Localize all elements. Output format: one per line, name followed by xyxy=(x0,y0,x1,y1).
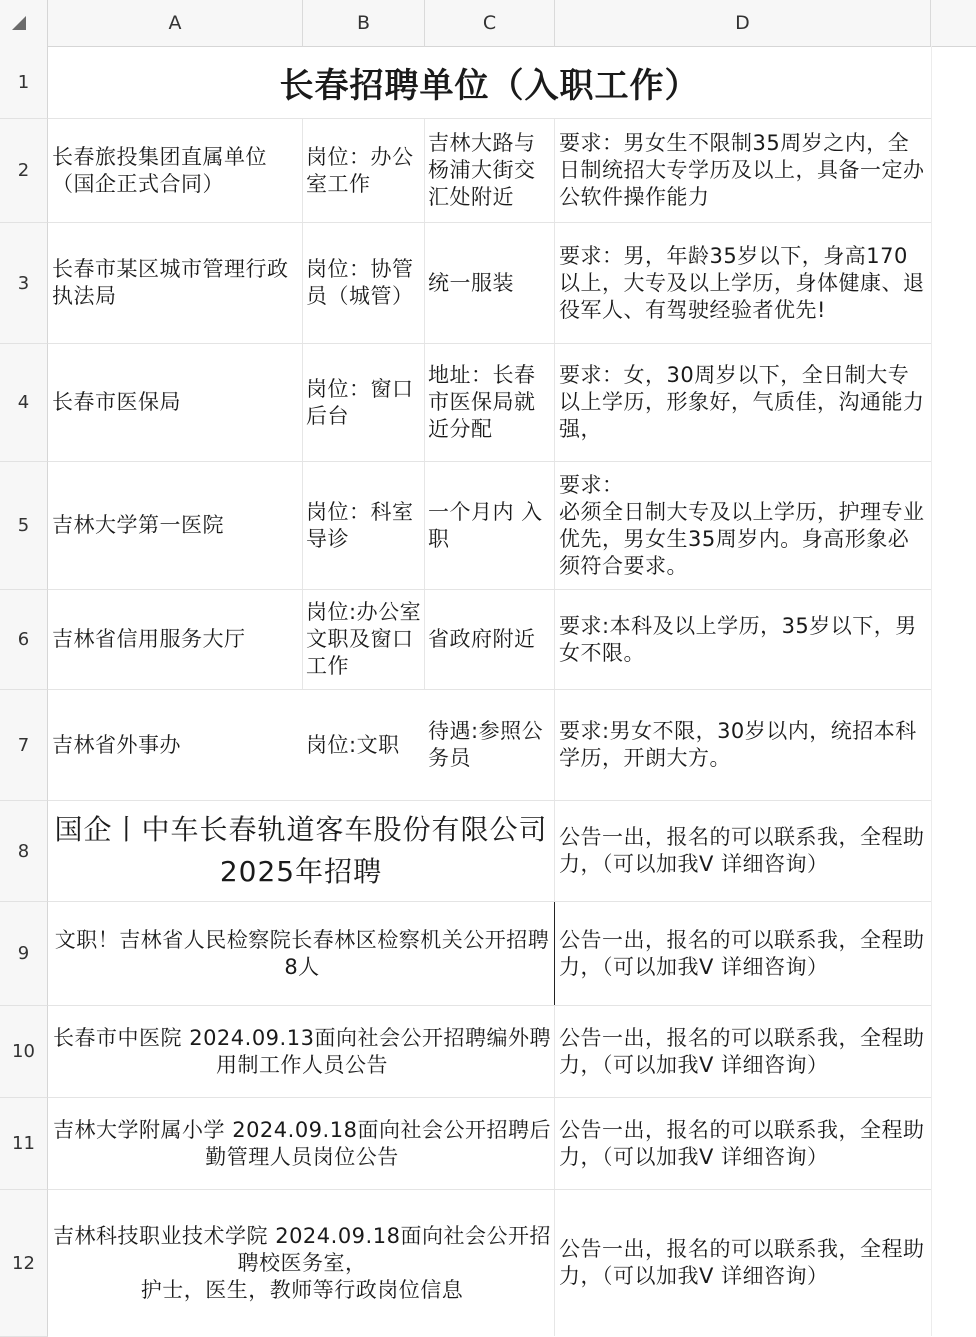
cell-unit[interactable]: 吉林省外事办 xyxy=(52,732,181,757)
row-header[interactable]: 10 xyxy=(0,1006,48,1098)
cell-position[interactable]: 岗位:文职 xyxy=(306,732,400,757)
cell-position[interactable]: 岗位:办公室文职及窗口工作 xyxy=(306,600,422,678)
row-header[interactable]: 12 xyxy=(0,1190,48,1337)
cell-position[interactable]: 岗位：科室导诊 xyxy=(306,499,414,551)
cell-requirement[interactable]: 要求:男女不限，30岁以内，统招本科学历，开朗大方。 xyxy=(559,719,917,770)
select-all-corner[interactable] xyxy=(0,0,48,47)
cell-border xyxy=(554,902,555,1005)
notice-note[interactable]: 公告一出，报名的可以联系我，全程助力，（可以加我V 详细咨询） xyxy=(559,825,925,876)
cell-unit[interactable]: 长春旅投集团直属单位（国企正式合同） xyxy=(52,144,267,196)
row-header[interactable]: 4 xyxy=(0,344,48,462)
row-header[interactable]: 11 xyxy=(0,1098,48,1190)
gridline xyxy=(302,119,303,690)
cell-location[interactable]: 省政府附近 xyxy=(428,627,536,651)
notice-title[interactable]: 文职！吉林省人民检察院长春林区检察机关公开招聘8人 xyxy=(54,927,550,979)
cell-unit[interactable]: 吉林省信用服务大厅 xyxy=(52,627,246,651)
notice-note[interactable]: 公告一出，报名的可以联系我，全程助力，（可以加我V 详细咨询） xyxy=(559,1117,925,1169)
row-header[interactable]: 9 xyxy=(0,902,48,1006)
row-header[interactable]: 3 xyxy=(0,223,48,344)
cell-unit[interactable]: 长春市医保局 xyxy=(52,390,181,414)
notice-title[interactable]: 吉林科技职业技术学院 2024.09.18面向社会公开招聘校医务室， 护士，医生，教师等行政岗位信息 xyxy=(53,1223,551,1302)
cell-location[interactable]: 待遇:参照公务员 xyxy=(428,719,544,770)
cell-requirement[interactable]: 要求：女，30周岁以下，全日制大专以上学历，形象好，气质佳，沟通能力强， xyxy=(559,363,925,441)
empty-column xyxy=(931,46,976,1336)
notice-title[interactable]: 吉林大学附属小学 2024.09.18面向社会公开招聘后勤管理人员岗位公告 xyxy=(53,1117,551,1169)
notice-note[interactable]: 公告一出，报名的可以联系我，全程助力，（可以加我V 详细咨询） xyxy=(559,927,925,979)
notice-title[interactable]: 国企丨中车长春轨道客车股份有限公司2025年招聘 xyxy=(54,813,548,888)
cell-location[interactable]: 一个月内 入职 xyxy=(428,499,543,551)
cell-unit[interactable]: 吉林大学第一医院 xyxy=(52,513,224,537)
notice-title[interactable]: 长春市中医院 2024.09.13面向社会公开招聘编外聘用制工作人员公告 xyxy=(53,1025,551,1077)
row-header[interactable]: 2 xyxy=(0,119,48,223)
cell-location[interactable]: 地址：长春市医保局就近分配 xyxy=(428,363,536,441)
row-header[interactable]: 7 xyxy=(0,690,48,801)
row-header[interactable]: 8 xyxy=(0,801,48,902)
row-header[interactable]: 1 xyxy=(0,46,48,119)
cell-position[interactable]: 岗位：窗口后台 xyxy=(306,376,414,428)
notice-note[interactable]: 公告一出，报名的可以联系我，全程助力，（可以加我V 详细咨询） xyxy=(559,1237,925,1288)
row-header[interactable]: 5 xyxy=(0,462,48,590)
cell-position[interactable]: 岗位：办公室工作 xyxy=(306,144,414,196)
column-header-a[interactable]: A xyxy=(48,0,303,47)
cell-requirement[interactable]: 要求：男女生不限制35周岁之内，全日制统招大专学历及以上，具备一定办公软件操作能力 xyxy=(559,131,925,209)
notice-note[interactable]: 公告一出，报名的可以联系我，全程助力，（可以加我V 详细咨询） xyxy=(559,1025,925,1077)
row-header[interactable]: 6 xyxy=(0,590,48,690)
column-header-e[interactable] xyxy=(931,0,976,47)
cell-requirement[interactable]: 要求： 必须全日制大专及以上学历，护理专业优先，男女生35周岁内。身高形象必须符合要求。 xyxy=(559,472,925,578)
cell-requirement[interactable]: 要求：男，年龄35岁以下，身高170以上，大专及以上学历，身体健康、退役军人、有驾驶经验者优先! xyxy=(559,243,925,322)
column-header-c[interactable]: C xyxy=(425,0,555,47)
sheet-title[interactable]: 长春招聘单位（入职工作） xyxy=(279,65,700,106)
column-header-d[interactable]: D xyxy=(555,0,931,47)
cell-location[interactable]: 统一服装 xyxy=(428,270,514,295)
select-all-icon xyxy=(12,16,26,30)
gridline xyxy=(554,119,555,1336)
cell-position[interactable]: 岗位：协管员（城管） xyxy=(306,257,414,308)
cell-unit[interactable]: 长春市某区城市管理行政执法局 xyxy=(52,257,289,308)
column-header-b[interactable]: B xyxy=(303,0,425,47)
cell-location[interactable]: 吉林大路与杨浦大街交汇处附近 xyxy=(428,131,536,209)
gridline xyxy=(424,119,425,690)
cell-requirement[interactable]: 要求:本科及以上学历，35岁以下，男女不限。 xyxy=(559,613,917,665)
